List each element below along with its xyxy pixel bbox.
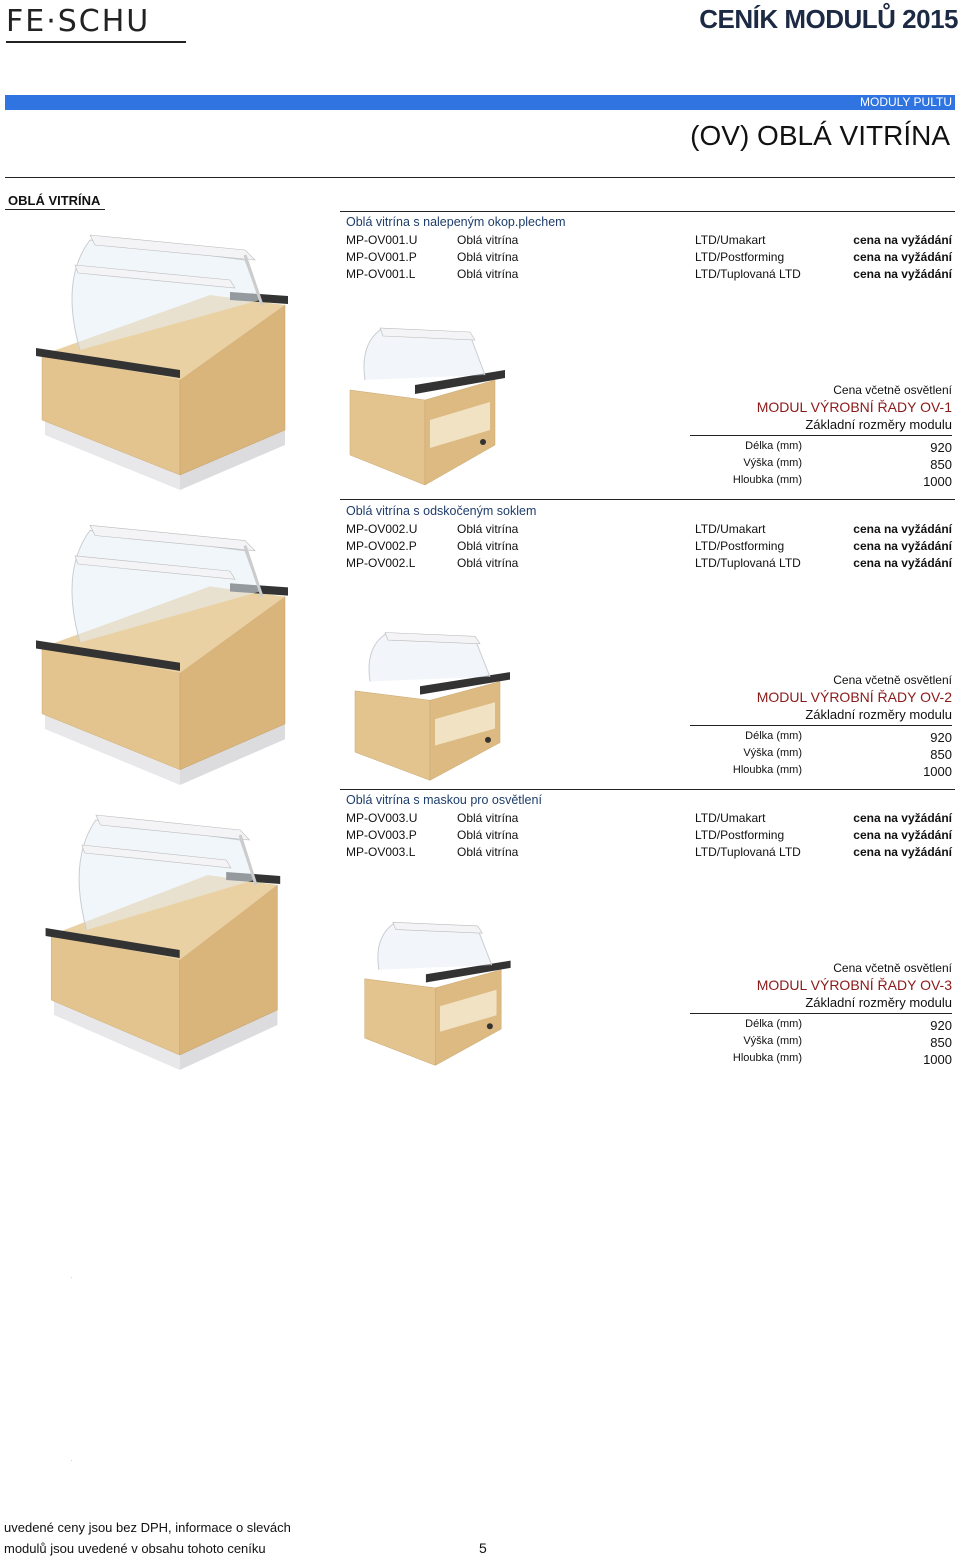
variant-divider-2 xyxy=(340,499,955,500)
product-price: cena na vyžádání xyxy=(853,539,952,553)
product-price: cena na vyžádání xyxy=(853,233,952,247)
price-row xyxy=(346,811,952,827)
dimension-value: 850 xyxy=(930,1035,952,1050)
dimension-row xyxy=(690,1035,952,1052)
small-foot xyxy=(485,737,491,743)
dimension-value: 920 xyxy=(930,440,952,455)
dimension-label: Délka (mm) xyxy=(745,440,802,452)
product-material: LTD/Tuplovaná LTD xyxy=(695,267,801,281)
display-case-image-large-2 xyxy=(30,510,320,785)
module-info xyxy=(690,961,952,1069)
product-code: MP-OV003.L xyxy=(346,845,416,859)
company-logo xyxy=(6,6,188,40)
variant-title: Oblá vitrína s odskočeným soklem xyxy=(346,504,537,518)
module-info xyxy=(690,383,952,491)
logo-underline xyxy=(6,41,186,43)
dimension-row xyxy=(690,440,952,457)
dimension-label: Výška (mm) xyxy=(743,747,802,759)
small-cabinet-front xyxy=(365,979,436,1066)
variant-divider-3 xyxy=(340,789,955,790)
product-material: LTD/Postforming xyxy=(695,539,785,553)
category-underline xyxy=(5,209,105,210)
dimension-value: 850 xyxy=(930,457,952,472)
dimension-row xyxy=(690,457,952,474)
product-price: cena na vyžádání xyxy=(853,828,952,842)
product-material: LTD/Postforming xyxy=(695,828,785,842)
variant-title: Oblá vitrína s nalepeným okop.plechem xyxy=(346,215,566,229)
dimension-row xyxy=(690,764,952,781)
product-code: MP-OV002.U xyxy=(346,522,418,536)
dimensions-title: Základní rozměry modulu xyxy=(805,995,952,1010)
page-number: 5 xyxy=(479,1540,487,1556)
product-name: Oblá vitrína xyxy=(457,233,519,247)
footer-note-line-2: modulů jsou uvedené v obsahu tohoto ceníku xyxy=(4,1541,266,1556)
dimension-row xyxy=(690,747,952,764)
dimension-value: 1000 xyxy=(923,474,952,489)
section-divider xyxy=(5,177,955,178)
dimension-label: Hloubka (mm) xyxy=(732,1052,802,1064)
display-case-image-large-1 xyxy=(30,220,320,490)
price-row xyxy=(346,250,952,266)
logo-text: FE·SCHU xyxy=(6,4,151,39)
product-code: MP-OV001.P xyxy=(346,250,417,264)
product-code: MP-OV002.L xyxy=(346,556,416,570)
product-material: LTD/Tuplovaná LTD xyxy=(695,845,801,859)
variant-divider-1 xyxy=(340,211,955,212)
product-material: LTD/Tuplovaná LTD xyxy=(695,556,801,570)
product-name: Oblá vitrína xyxy=(457,828,519,842)
product-name: Oblá vitrína xyxy=(457,267,519,281)
blank-mark: · xyxy=(70,1272,73,1282)
product-material: LTD/Postforming xyxy=(695,250,785,264)
dimension-value: 920 xyxy=(930,1018,952,1033)
product-name: Oblá vitrína xyxy=(457,539,519,553)
section-band xyxy=(5,95,955,110)
product-price: cena na vyžádání xyxy=(853,556,952,570)
display-case-image-small-1 xyxy=(345,320,515,490)
dimension-label: Hloubka (mm) xyxy=(732,764,802,776)
dimension-value: 1000 xyxy=(923,764,952,779)
dimension-label: Výška (mm) xyxy=(743,1035,802,1047)
price-row xyxy=(346,539,952,555)
dimensions-divider xyxy=(690,435,952,436)
product-code: MP-OV001.U xyxy=(346,233,418,247)
product-price: cena na vyžádání xyxy=(853,250,952,264)
product-name: Oblá vitrína xyxy=(457,845,519,859)
lighting-note: Cena včetně osvětlení xyxy=(833,383,952,397)
product-price: cena na vyžádání xyxy=(853,522,952,536)
variant-title: Oblá vitrína s maskou pro osvětlení xyxy=(346,793,542,807)
price-row xyxy=(346,556,952,572)
dimension-row xyxy=(690,474,952,491)
product-price: cena na vyžádání xyxy=(853,267,952,281)
band-text: MODULY PULTU xyxy=(859,95,952,109)
dimensions-title: Základní rozměry modulu xyxy=(805,707,952,722)
dimension-label: Délka (mm) xyxy=(745,1018,802,1030)
display-case-image-small-2 xyxy=(350,625,520,785)
price-row xyxy=(346,233,952,249)
dimension-value: 920 xyxy=(930,730,952,745)
small-foot xyxy=(480,439,486,445)
module-info xyxy=(690,673,952,781)
module-series-title: MODUL VÝROBNÍ ŘADY OV-3 xyxy=(756,977,952,993)
dimension-label: Délka (mm) xyxy=(745,730,802,742)
product-material: LTD/Umakart xyxy=(695,811,766,825)
blank-mark: · xyxy=(70,1455,73,1465)
module-series-title: MODUL VÝROBNÍ ŘADY OV-1 xyxy=(756,399,952,415)
small-foot xyxy=(487,1023,493,1029)
large-case-drawing xyxy=(36,235,288,490)
dimension-row xyxy=(690,730,952,747)
category-label: OBLÁ VITRÍNA xyxy=(8,193,101,208)
dimension-label: Hloubka (mm) xyxy=(732,474,802,486)
dimension-value: 1000 xyxy=(923,1052,952,1067)
dimension-label: Výška (mm) xyxy=(743,457,802,469)
price-row xyxy=(346,845,952,861)
product-name: Oblá vitrína xyxy=(457,250,519,264)
module-series-title: MODUL VÝROBNÍ ŘADY OV-2 xyxy=(756,689,952,705)
product-code: MP-OV003.U xyxy=(346,811,418,825)
product-code: MP-OV002.P xyxy=(346,539,417,553)
product-code: MP-OV003.P xyxy=(346,828,417,842)
dimensions-title: Základní rozměry modulu xyxy=(805,417,952,432)
dimension-row xyxy=(690,1052,952,1069)
small-cabinet-front xyxy=(350,390,425,485)
lighting-note: Cena včetně osvětlení xyxy=(833,673,952,687)
product-name: Oblá vitrína xyxy=(457,556,519,570)
price-row xyxy=(346,267,952,283)
dimension-row xyxy=(690,1018,952,1035)
product-name: Oblá vitrína xyxy=(457,522,519,536)
display-case-image-large-3 xyxy=(40,800,310,1070)
product-name: Oblá vitrína xyxy=(457,811,519,825)
product-price: cena na vyžádání xyxy=(853,811,952,825)
small-cabinet-front xyxy=(355,691,430,780)
price-row xyxy=(346,522,952,538)
product-price: cena na vyžádání xyxy=(853,845,952,859)
product-code: MP-OV001.L xyxy=(346,267,416,281)
dimensions-divider xyxy=(690,725,952,726)
document-title: CENÍK MODULŮ 2015 xyxy=(699,4,958,34)
product-material: LTD/Umakart xyxy=(695,522,766,536)
product-material: LTD/Umakart xyxy=(695,233,766,247)
footer-note-line-1: uvedené ceny jsou bez DPH, informace o slevách xyxy=(4,1520,291,1535)
display-case-image-small-3 xyxy=(360,915,520,1070)
dimensions-divider xyxy=(690,1013,952,1014)
lighting-note: Cena včetně osvětlení xyxy=(833,961,952,975)
section-title: (OV) OBLÁ VITRÍNA xyxy=(690,120,950,151)
price-row xyxy=(346,828,952,844)
dimension-value: 850 xyxy=(930,747,952,762)
